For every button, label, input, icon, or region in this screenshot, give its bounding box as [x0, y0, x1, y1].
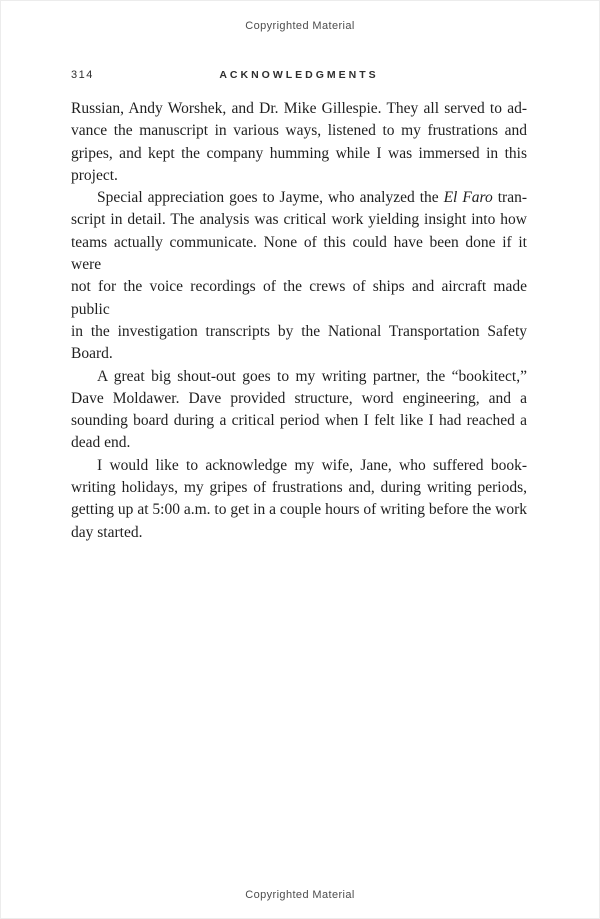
- text-line: [71, 410, 527, 432]
- text-segment: A great big shout-out goes to my writing partner, the “bookitect,”: [97, 367, 527, 385]
- italic-text: El Faro: [443, 189, 493, 207]
- text-line: [71, 165, 527, 187]
- text-line: [71, 232, 527, 277]
- text-segment: Special appreciation goes to Jayme, who analyzed the: [97, 189, 444, 207]
- text-segment: dead end.: [71, 434, 131, 452]
- paragraph: [71, 366, 527, 455]
- text-segment: writing holidays, my gripes of frustrations and, during writing periods,: [71, 479, 527, 497]
- text-line: [71, 477, 527, 499]
- text-line: [71, 522, 527, 544]
- paragraph: [71, 455, 527, 544]
- text-segment: teams actually communicate. None of this could have been done if it were: [71, 233, 527, 274]
- text-line: [71, 432, 527, 454]
- text-line: [71, 321, 527, 343]
- text-line: [71, 187, 527, 209]
- text-line: [71, 98, 527, 120]
- running-header: ACKNOWLEDGMENTS: [219, 69, 379, 81]
- text-segment: in the investigation transcripts by the National Transportation Safety: [71, 322, 527, 340]
- top-copyright-notice: Copyrighted Material: [245, 20, 355, 32]
- paragraph: [71, 98, 527, 187]
- text-line: [71, 143, 527, 165]
- text-line: [71, 388, 527, 410]
- text-segment: gripes, and kept the company humming while I was immersed in this: [71, 144, 527, 162]
- paragraph: [71, 187, 527, 365]
- text-segment: project.: [71, 166, 118, 184]
- text-segment: day started.: [71, 523, 143, 541]
- page-number: 314: [71, 69, 94, 81]
- text-line: [71, 209, 527, 231]
- text-line: [71, 120, 527, 142]
- text-segment: Board.: [71, 345, 113, 363]
- text-segment: not for the voice recordings of the crews of ships and aircraft made public: [71, 278, 527, 318]
- text-line: [71, 499, 527, 521]
- bottom-copyright-notice: Copyrighted Material: [245, 889, 355, 901]
- text-segment: script in detail. The analysis was critical work yielding insight into how: [71, 211, 527, 229]
- text-line: [71, 343, 527, 365]
- body-text: [71, 98, 527, 544]
- page-header: [71, 69, 527, 83]
- text-segment: Dave Moldawer. Dave provided structure, word engineering, and a: [71, 389, 527, 407]
- text-line: [71, 276, 527, 321]
- text-segment: vance the manuscript in various ways, listened to my frustrations and: [71, 122, 527, 140]
- text-line: [71, 455, 527, 477]
- text-segment: Russian, Andy Worshek, and Dr. Mike Gillespie. They all served to ad-: [71, 100, 527, 117]
- text-segment: getting up at 5:00 a.m. to get in a couple hours of writing before the work: [71, 501, 527, 519]
- text-segment: I would like to acknowledge my wife, Jane, who suffered book-: [97, 456, 527, 474]
- text-segment: sounding board during a critical period when I felt like I had reached a: [71, 412, 527, 430]
- text-segment: tran-: [492, 189, 527, 207]
- text-line: [71, 366, 527, 388]
